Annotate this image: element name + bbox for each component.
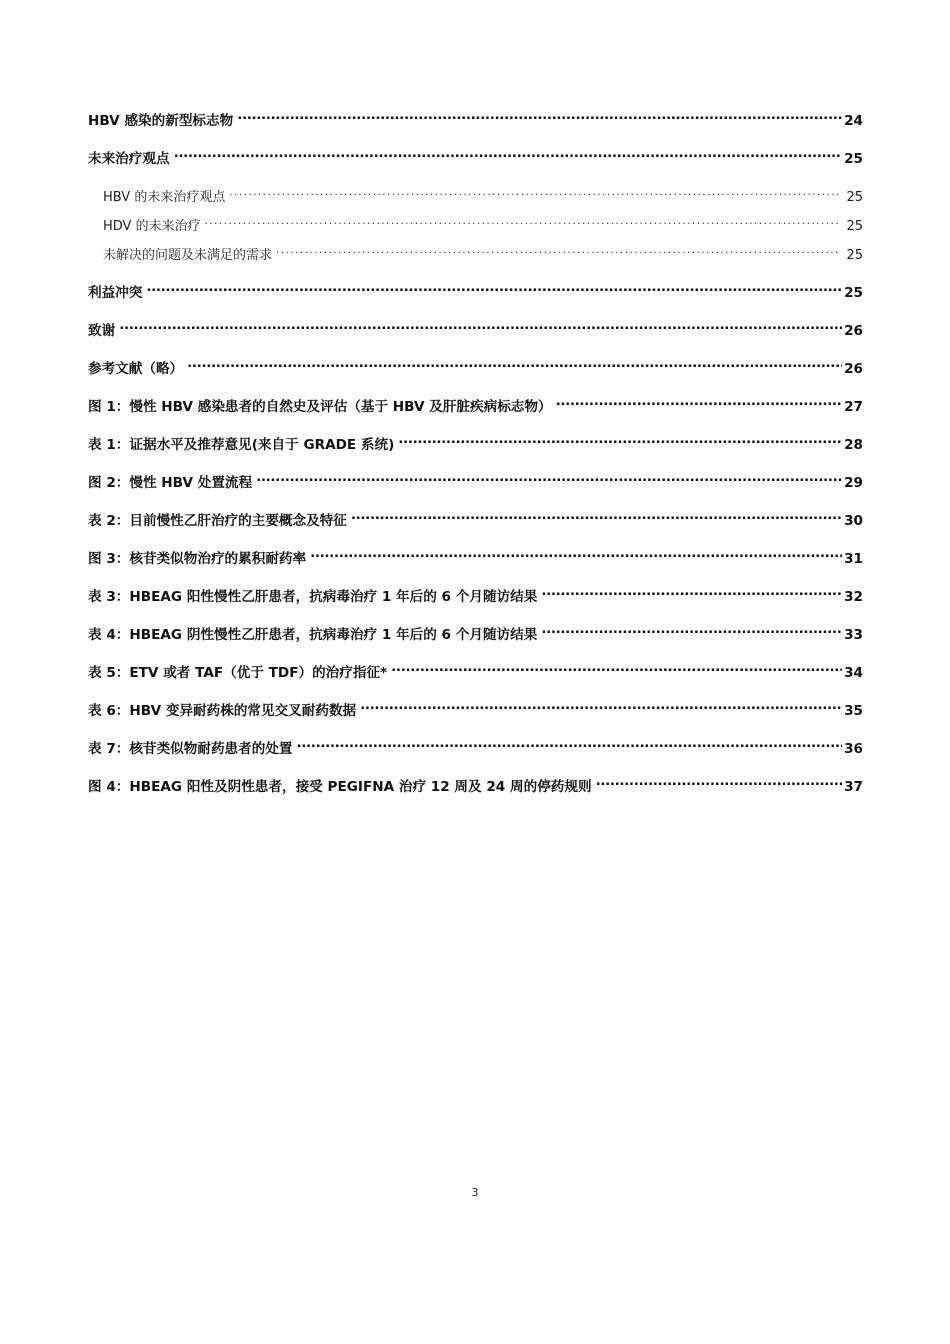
toc-entry[interactable] [88, 317, 863, 340]
toc-entry-title: 图 2：慢性 HBV 处置流程 [88, 475, 253, 491]
toc-dot-leader [205, 212, 841, 230]
toc-entry[interactable] [88, 773, 863, 796]
toc-entry-title: 表 5：ETV 或者 TAF（优于 TDF）的治疗指征* [88, 665, 388, 681]
toc-entry-title: 致谢 [88, 323, 116, 339]
toc-entry-page: 27 [844, 399, 863, 415]
toc-entry-page: 25 [846, 248, 863, 263]
toc-entry-title: 表 2：目前慢性乙肝治疗的主要概念及特征 [88, 513, 347, 529]
toc-dot-leader [276, 241, 840, 259]
toc-entry-title: 利益冲突 [88, 285, 143, 301]
table-of-contents [88, 0, 863, 1344]
toc-dot-leader [596, 773, 843, 791]
toc-entry-page: 37 [844, 779, 863, 795]
toc-entry-page: 29 [844, 475, 863, 491]
toc-entry[interactable] [88, 145, 863, 168]
toc-dot-leader [297, 735, 843, 753]
toc-entry-page: 26 [844, 323, 863, 339]
toc-entry-page: 33 [844, 627, 863, 643]
toc-dot-leader [119, 317, 842, 335]
toc-dot-leader [146, 279, 842, 297]
toc-dot-leader [174, 145, 843, 163]
toc-dot-leader [237, 107, 842, 125]
toc-entry[interactable] [88, 659, 863, 682]
toc-entry-page: 25 [846, 190, 863, 205]
toc-entry[interactable] [88, 583, 863, 606]
toc-entry-page: 26 [844, 361, 863, 377]
toc-entry[interactable] [88, 431, 863, 454]
toc-dot-leader [556, 393, 843, 411]
toc-dot-leader [187, 355, 842, 373]
toc-entry-page: 35 [844, 703, 863, 719]
toc-entry-title: HBV 感染的新型标志物 [88, 113, 234, 129]
page-number: 3 [471, 1186, 479, 1199]
toc-entry[interactable] [88, 735, 863, 758]
toc-entry[interactable] [88, 393, 863, 416]
toc-entry-title: 图 3：核苷类似物治疗的累积耐药率 [88, 551, 307, 567]
toc-dot-leader [310, 545, 842, 563]
toc-entry-title: 未解决的问题及未满足的需求 [103, 248, 273, 263]
toc-dot-leader [391, 659, 842, 677]
toc-subentry[interactable] [88, 183, 863, 207]
toc-entry-page: 34 [844, 665, 863, 681]
toc-entry-title: 参考文献（略） [88, 361, 184, 377]
toc-entry-title: 表 4：HBEAG 阴性慢性乙肝患者，抗病毒治疗 1 年后的 6 个月随访结果 [88, 627, 538, 643]
toc-entry-title: 图 4：HBEAG 阳性及阴性患者，接受 PEGIFNA 治疗 12 周及 24 周的停药规则 [88, 779, 592, 795]
toc-entry-page: 30 [844, 513, 863, 529]
toc-subentry[interactable] [88, 241, 863, 265]
toc-dot-leader [256, 469, 842, 487]
toc-entry-page: 28 [844, 437, 863, 453]
toc-entry-page: 31 [844, 551, 863, 567]
toc-entry-page: 32 [844, 589, 863, 605]
toc-dot-leader [398, 431, 842, 449]
toc-entry[interactable] [88, 545, 863, 568]
toc-entry[interactable] [88, 621, 863, 644]
toc-entry[interactable] [88, 469, 863, 492]
toc-entry-page: 25 [844, 285, 863, 301]
toc-dot-leader [360, 697, 842, 715]
toc-entry-page: 25 [844, 151, 863, 167]
toc-entry-title: HDV 的未来治疗 [103, 219, 201, 234]
toc-subentry[interactable] [88, 212, 863, 236]
toc-entry-title: HBV 的未来治疗观点 [103, 190, 226, 205]
toc-entry[interactable] [88, 107, 863, 130]
toc-dot-leader [229, 183, 840, 201]
toc-entry[interactable] [88, 279, 863, 302]
toc-dot-leader [541, 583, 842, 601]
toc-entry[interactable] [88, 697, 863, 720]
toc-dot-leader [541, 621, 842, 639]
toc-entry-title: 未来治疗观点 [88, 151, 170, 167]
toc-entry-title: 表 7：核苷类似物耐药患者的处置 [88, 741, 293, 757]
toc-dot-leader [351, 507, 842, 525]
toc-entry-page: 36 [844, 741, 863, 757]
toc-entry-title: 表 3：HBEAG 阳性慢性乙肝患者，抗病毒治疗 1 年后的 6 个月随访结果 [88, 589, 538, 605]
toc-entry[interactable] [88, 507, 863, 530]
toc-entry-title: 图 1：慢性 HBV 感染患者的自然史及评估（基于 HBV 及肝脏疾病标志物） [88, 399, 552, 415]
toc-entry-title: 表 1：证据水平及推荐意见(来自于 GRADE 系统) [88, 437, 395, 453]
toc-entry[interactable] [88, 355, 863, 378]
toc-entry-title: 表 6：HBV 变异耐药株的常见交叉耐药数据 [88, 703, 357, 719]
toc-entry-page: 24 [844, 113, 863, 129]
toc-entry-page: 25 [846, 219, 863, 234]
